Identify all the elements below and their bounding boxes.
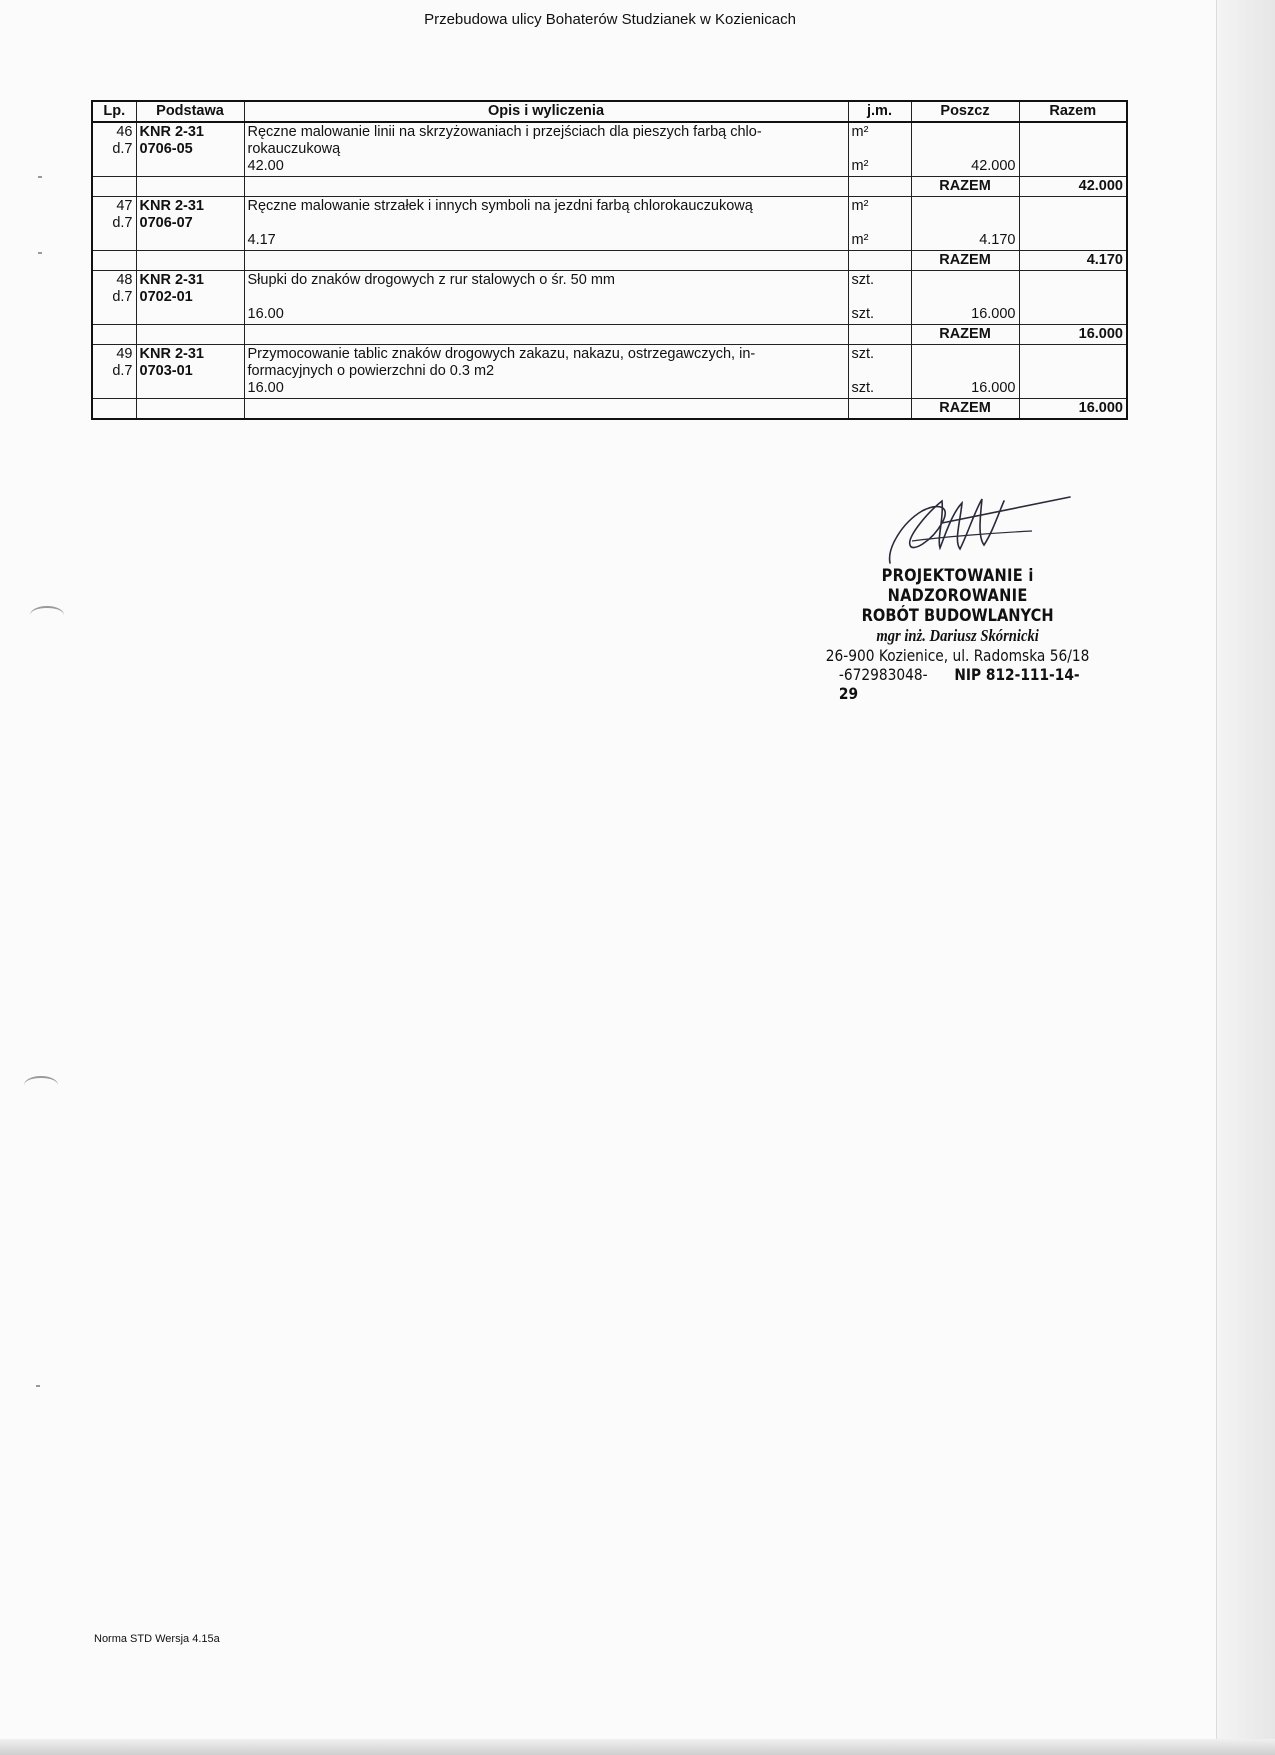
- quantity-expression: 42.00: [247, 158, 284, 174]
- total-empty-cell: [1019, 197, 1127, 251]
- quantity-unit: m²: [851, 232, 869, 248]
- description-line: Ręczne malowanie linii na skrzyżowaniach i przejściach dla pieszych farbą chlo-: [247, 124, 762, 140]
- partial-value-cell: [911, 271, 1019, 325]
- item-number: 48: [116, 272, 133, 288]
- basis-cell: [136, 122, 244, 177]
- sum-label: RAZEM: [911, 325, 1019, 345]
- description-line: [248, 215, 845, 232]
- stamp-address: 26-900 Kozienice, ul. Radomska 56/18: [825, 646, 1090, 665]
- basis-cell: [136, 271, 244, 325]
- unit-cell: [848, 345, 911, 399]
- stamp-phone: -672983048-: [838, 665, 928, 684]
- sum-value: 42.000: [1019, 177, 1127, 197]
- basis-catalog: KNR 2-31: [139, 124, 204, 140]
- unit-cell: [848, 271, 911, 325]
- description-cell: [244, 197, 848, 251]
- item-number-cell: [92, 345, 136, 399]
- stamp-person-name: mgr inż. Dariusz Skórnicki: [876, 626, 1039, 645]
- table-row: [92, 197, 1127, 251]
- table-row: [92, 271, 1127, 325]
- column-header-unit: j.m.: [848, 101, 911, 122]
- sum-label: RAZEM: [911, 399, 1019, 420]
- description-cell: [244, 122, 848, 177]
- quantity-unit: m²: [851, 158, 869, 174]
- cost-estimate-table: [91, 100, 1128, 420]
- item-number: 47: [116, 198, 133, 214]
- stamp-company-line2: ROBÓT BUDOWLANYCH: [861, 606, 1054, 626]
- total-empty-cell: [1019, 122, 1127, 177]
- basis-code: 0702-01: [139, 289, 193, 305]
- table-row: [92, 122, 1127, 177]
- partial-value: 16.000: [971, 380, 1016, 396]
- unit-cell: [848, 197, 911, 251]
- description-cell: [244, 271, 848, 325]
- partial-value-cell: [911, 122, 1019, 177]
- description-line: [248, 289, 845, 306]
- basis-catalog: KNR 2-31: [139, 346, 204, 362]
- partial-value-cell: [911, 345, 1019, 399]
- quantity-unit: szt.: [851, 380, 875, 396]
- item-number: 49: [116, 346, 133, 362]
- column-header-lp: Lp.: [92, 101, 136, 122]
- item-section: d.7: [112, 141, 133, 157]
- software-version-footer: Norma STD Wersja 4.15a: [94, 1633, 220, 1645]
- partial-value: 42.000: [971, 158, 1016, 174]
- sum-value: 16.000: [1019, 325, 1127, 345]
- scan-speck: [36, 1385, 40, 1387]
- quantity-expression: 4.17: [247, 232, 276, 248]
- description-line: Przymocowanie tablic znaków drogowych zakazu, nakazu, ostrzegawczych, in-: [247, 346, 756, 362]
- punch-hole-mark: [30, 606, 64, 624]
- basis-code: 0706-05: [139, 141, 193, 157]
- table-row: [92, 345, 1127, 399]
- item-section: d.7: [112, 363, 133, 379]
- scan-speck: [38, 252, 42, 254]
- description-line: formacyjnych o powierzchni do 0.3 m2: [247, 363, 495, 379]
- unit-label: szt.: [851, 272, 875, 288]
- page-bottom-shadow: [0, 1739, 1275, 1755]
- column-header-basis: Podstawa: [136, 101, 244, 122]
- item-section: d.7: [112, 289, 133, 305]
- partial-value: 4.170: [979, 232, 1016, 248]
- item-number-cell: [92, 122, 136, 177]
- unit-label: m²: [851, 124, 869, 140]
- column-header-total: Razem: [1019, 101, 1127, 122]
- partial-value: 16.000: [971, 306, 1016, 322]
- item-section: d.7: [112, 215, 133, 231]
- table-sum-row: [92, 251, 1127, 271]
- unit-label: szt.: [851, 346, 875, 362]
- scan-speck: [38, 176, 42, 178]
- page-title: Przebudowa ulicy Bohaterów Studzianek w Kozienicach: [424, 11, 796, 28]
- item-number: 46: [116, 124, 133, 140]
- stamp-company-line1: PROJEKTOWANIE i NADZOROWANIE: [881, 566, 1034, 606]
- quantity-expression: 16.00: [247, 306, 284, 322]
- quantity-expression: 16.00: [247, 380, 284, 396]
- partial-value-cell: [911, 197, 1019, 251]
- description-line: Ręczne malowanie strzałek i innych symboli na jezdni farbą chlorokauczukową: [247, 198, 753, 214]
- page-edge-shadow: [1216, 0, 1275, 1755]
- description-cell: [244, 345, 848, 399]
- total-empty-cell: [1019, 345, 1127, 399]
- basis-cell: [136, 345, 244, 399]
- sum-value: 4.170: [1019, 251, 1127, 271]
- item-number-cell: [92, 197, 136, 251]
- basis-catalog: KNR 2-31: [139, 272, 204, 288]
- item-number-cell: [92, 271, 136, 325]
- table-body: [92, 122, 1127, 419]
- basis-catalog: KNR 2-31: [139, 198, 204, 214]
- sum-label: RAZEM: [911, 177, 1019, 197]
- unit-cell: [848, 122, 911, 177]
- unit-label: m²: [851, 198, 869, 214]
- column-header-description: Opis i wyliczenia: [244, 101, 848, 122]
- quantity-unit: szt.: [851, 306, 875, 322]
- table-sum-row: [92, 177, 1127, 197]
- sum-label: RAZEM: [911, 251, 1019, 271]
- stamp-nip: NIP 812-111-14-29: [838, 665, 1080, 703]
- stamp-contact-line: [820, 665, 1095, 703]
- table-header-row: [92, 101, 1127, 122]
- description-line: rokauczukową: [247, 141, 341, 157]
- basis-cell: [136, 197, 244, 251]
- punch-hole-mark: [24, 1076, 58, 1094]
- table-sum-row: [92, 325, 1127, 345]
- total-empty-cell: [1019, 271, 1127, 325]
- table-sum-row: [92, 399, 1127, 420]
- column-header-partial: Poszcz: [911, 101, 1019, 122]
- description-line: Słupki do znaków drogowych z rur stalowych o śr. 50 mm: [247, 272, 615, 288]
- basis-code: 0703-01: [139, 363, 193, 379]
- basis-code: 0706-07: [139, 215, 193, 231]
- sum-value: 16.000: [1019, 399, 1127, 420]
- handwritten-signature: [882, 493, 1072, 565]
- company-stamp: [820, 566, 1095, 703]
